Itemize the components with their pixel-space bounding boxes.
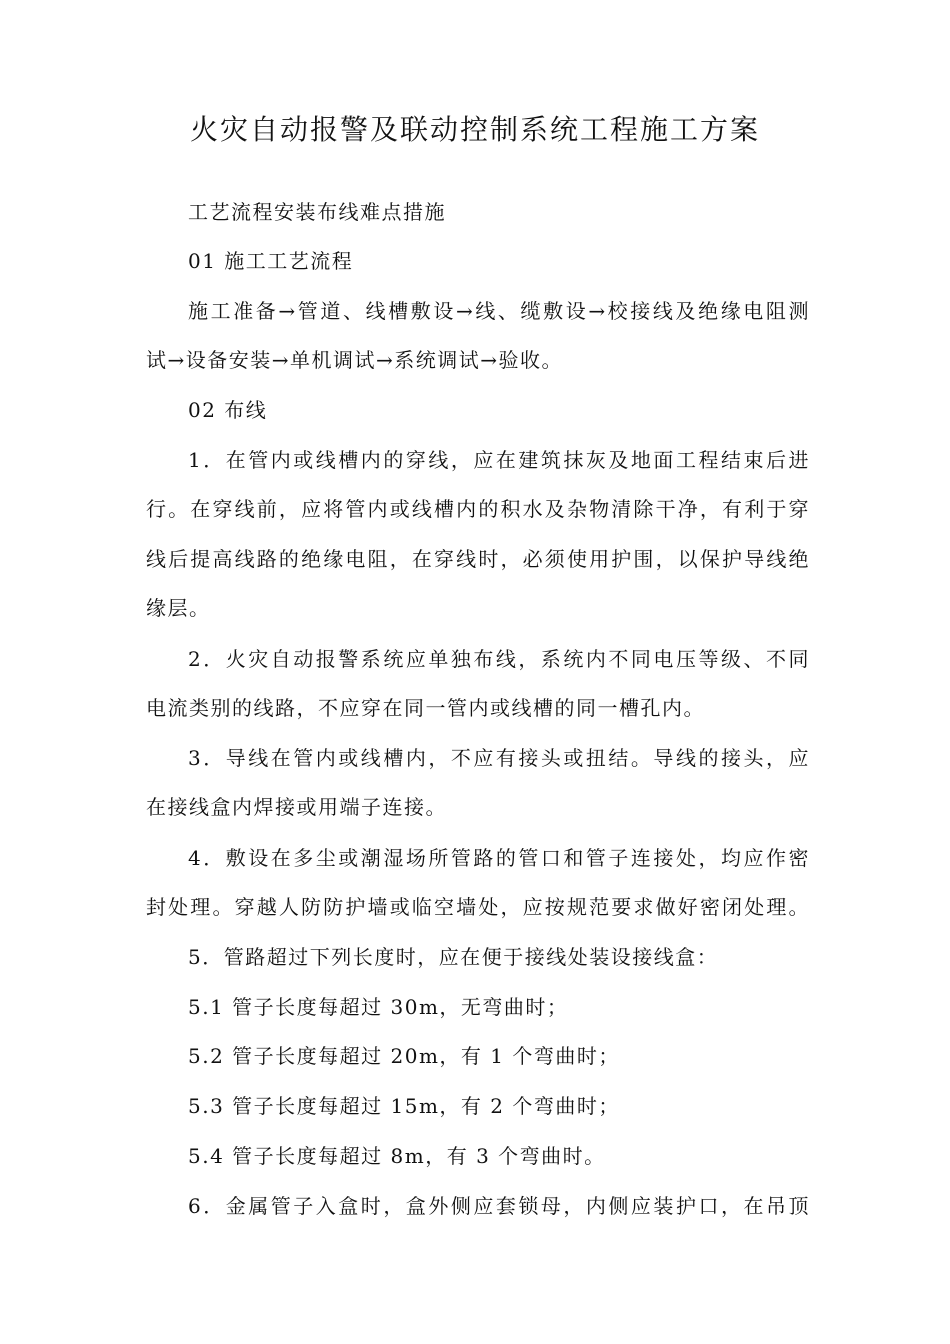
- paragraph-line: 线后提高线路的绝缘电阻，在穿线时，必须使用护围，以保护导线绝: [146, 547, 810, 571]
- paragraph-line: 4．敷设在多尘或潮湿场所管路的管口和管子连接处，均应作密: [188, 846, 810, 870]
- paragraph-line: 行。在穿线前，应将管内或线槽内的积水及杂物清除干净，有利于穿: [146, 497, 810, 521]
- list-item: 5.3 管子长度每超过 15m，有 2 个弯曲时；: [188, 1094, 620, 1118]
- section-heading: 01 施工工艺流程: [188, 249, 354, 273]
- list-item: 5.1 管子长度每超过 30m，无弯曲时；: [188, 995, 569, 1019]
- paragraph-line: 在接线盒内焊接或用端子连接。: [146, 795, 447, 819]
- paragraph-line: 1．在管内或线槽内的穿线，应在建筑抹灰及地面工程结束后进: [188, 448, 810, 472]
- paragraph-line: 缘层。: [146, 596, 211, 620]
- list-item: 5.2 管子长度每超过 20m，有 1 个弯曲时；: [188, 1044, 620, 1068]
- paragraph-line: 封处理。穿越人防防护墙或临空墙处，应按规范要求做好密闭处理。: [146, 895, 810, 919]
- paragraph-line: 施工准备→管道、线槽敷设→线、缆敷设→校接线及绝缘电阻测: [188, 299, 810, 323]
- paragraph-line: 5．管路超过下列长度时，应在便于接线处装设接线盒：: [188, 945, 719, 969]
- section-heading: 工艺流程安装布线难点措施: [188, 200, 446, 224]
- section-heading: 02 布线: [188, 398, 268, 422]
- paragraph-line: 6．金属管子入盒时，盒外侧应套锁母，内侧应装护口，在吊顶: [188, 1194, 810, 1218]
- paragraph-line: 2．火灾自动报警系统应单独布线，系统内不同电压等级、不同: [188, 647, 810, 671]
- list-item: 5.4 管子长度每超过 8m，有 3 个弯曲时。: [188, 1144, 606, 1168]
- document-title: 火灾自动报警及联动控制系统工程施工方案: [189, 113, 760, 146]
- paragraph-line: 电流类别的线路，不应穿在同一管内或线槽的同一槽孔内。: [146, 696, 705, 720]
- paragraph-line: 试→设备安装→单机调试→系统调试→验收。: [146, 348, 564, 372]
- paragraph-line: 3．导线在管内或线槽内，不应有接头或扭结。导线的接头，应: [188, 746, 810, 770]
